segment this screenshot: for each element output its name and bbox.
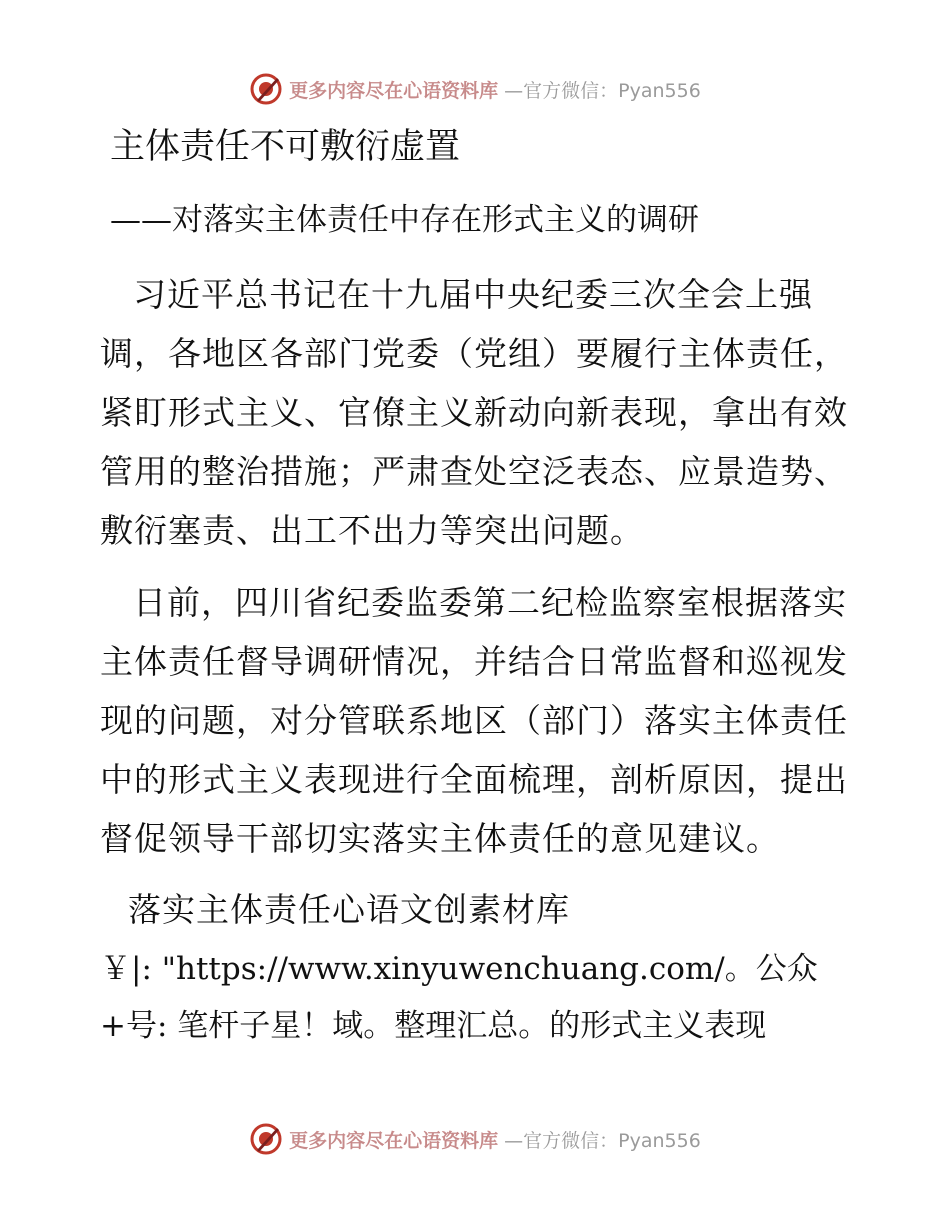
watermark-contact-text: —官方微信：Pyan556 <box>504 1129 701 1152</box>
paragraph-1: 习近平总书记在十九届中央纪委三次全会上强调，各地区各部门党委（党组）要履行主体责任，紧盯形式主义、官僚主义新动向新表现，拿出有效管用的整治措施；严肃查处空泛表态、应景造势、敷衍塞责、出工不出力等突出问题。 <box>100 275 848 550</box>
paragraph-2: 日前，四川省纪委监委第二纪检监察室根据落实主体责任督导调研情况，并结合日常监督和巡视发现的问题，对分管联系地区（部门）落实主体责任中的形式主义表现进行全面梳理，剖析原因，提出督促领导干部切实落实主体责任的意见建议。 <box>100 583 848 858</box>
section-heading: 落实主体责任心语文创素材库 <box>128 890 570 929</box>
pen-logo-icon <box>249 1122 283 1156</box>
garbled-line-2: +号: 笔杆子星！域。整理汇总。的形式主义表现 <box>100 1008 767 1044</box>
header-watermark <box>0 72 950 106</box>
document-title: 主体责任不可敷衍虚置 <box>110 127 461 167</box>
document-subtitle: ——对落实主体责任中存在形式主义的调研 <box>110 202 699 238</box>
garbled-line-1: ￥|: "https://www.xinyuwenchuang.com/。公众 <box>100 951 818 987</box>
footer-watermark <box>0 1122 950 1156</box>
watermark-main-text: 更多内容尽在心语资料库 <box>289 79 499 102</box>
watermark-contact-text: —官方微信：Pyan556 <box>504 79 701 102</box>
watermark-main-text: 更多内容尽在心语资料库 <box>289 1129 499 1152</box>
pen-logo-icon <box>249 72 283 106</box>
